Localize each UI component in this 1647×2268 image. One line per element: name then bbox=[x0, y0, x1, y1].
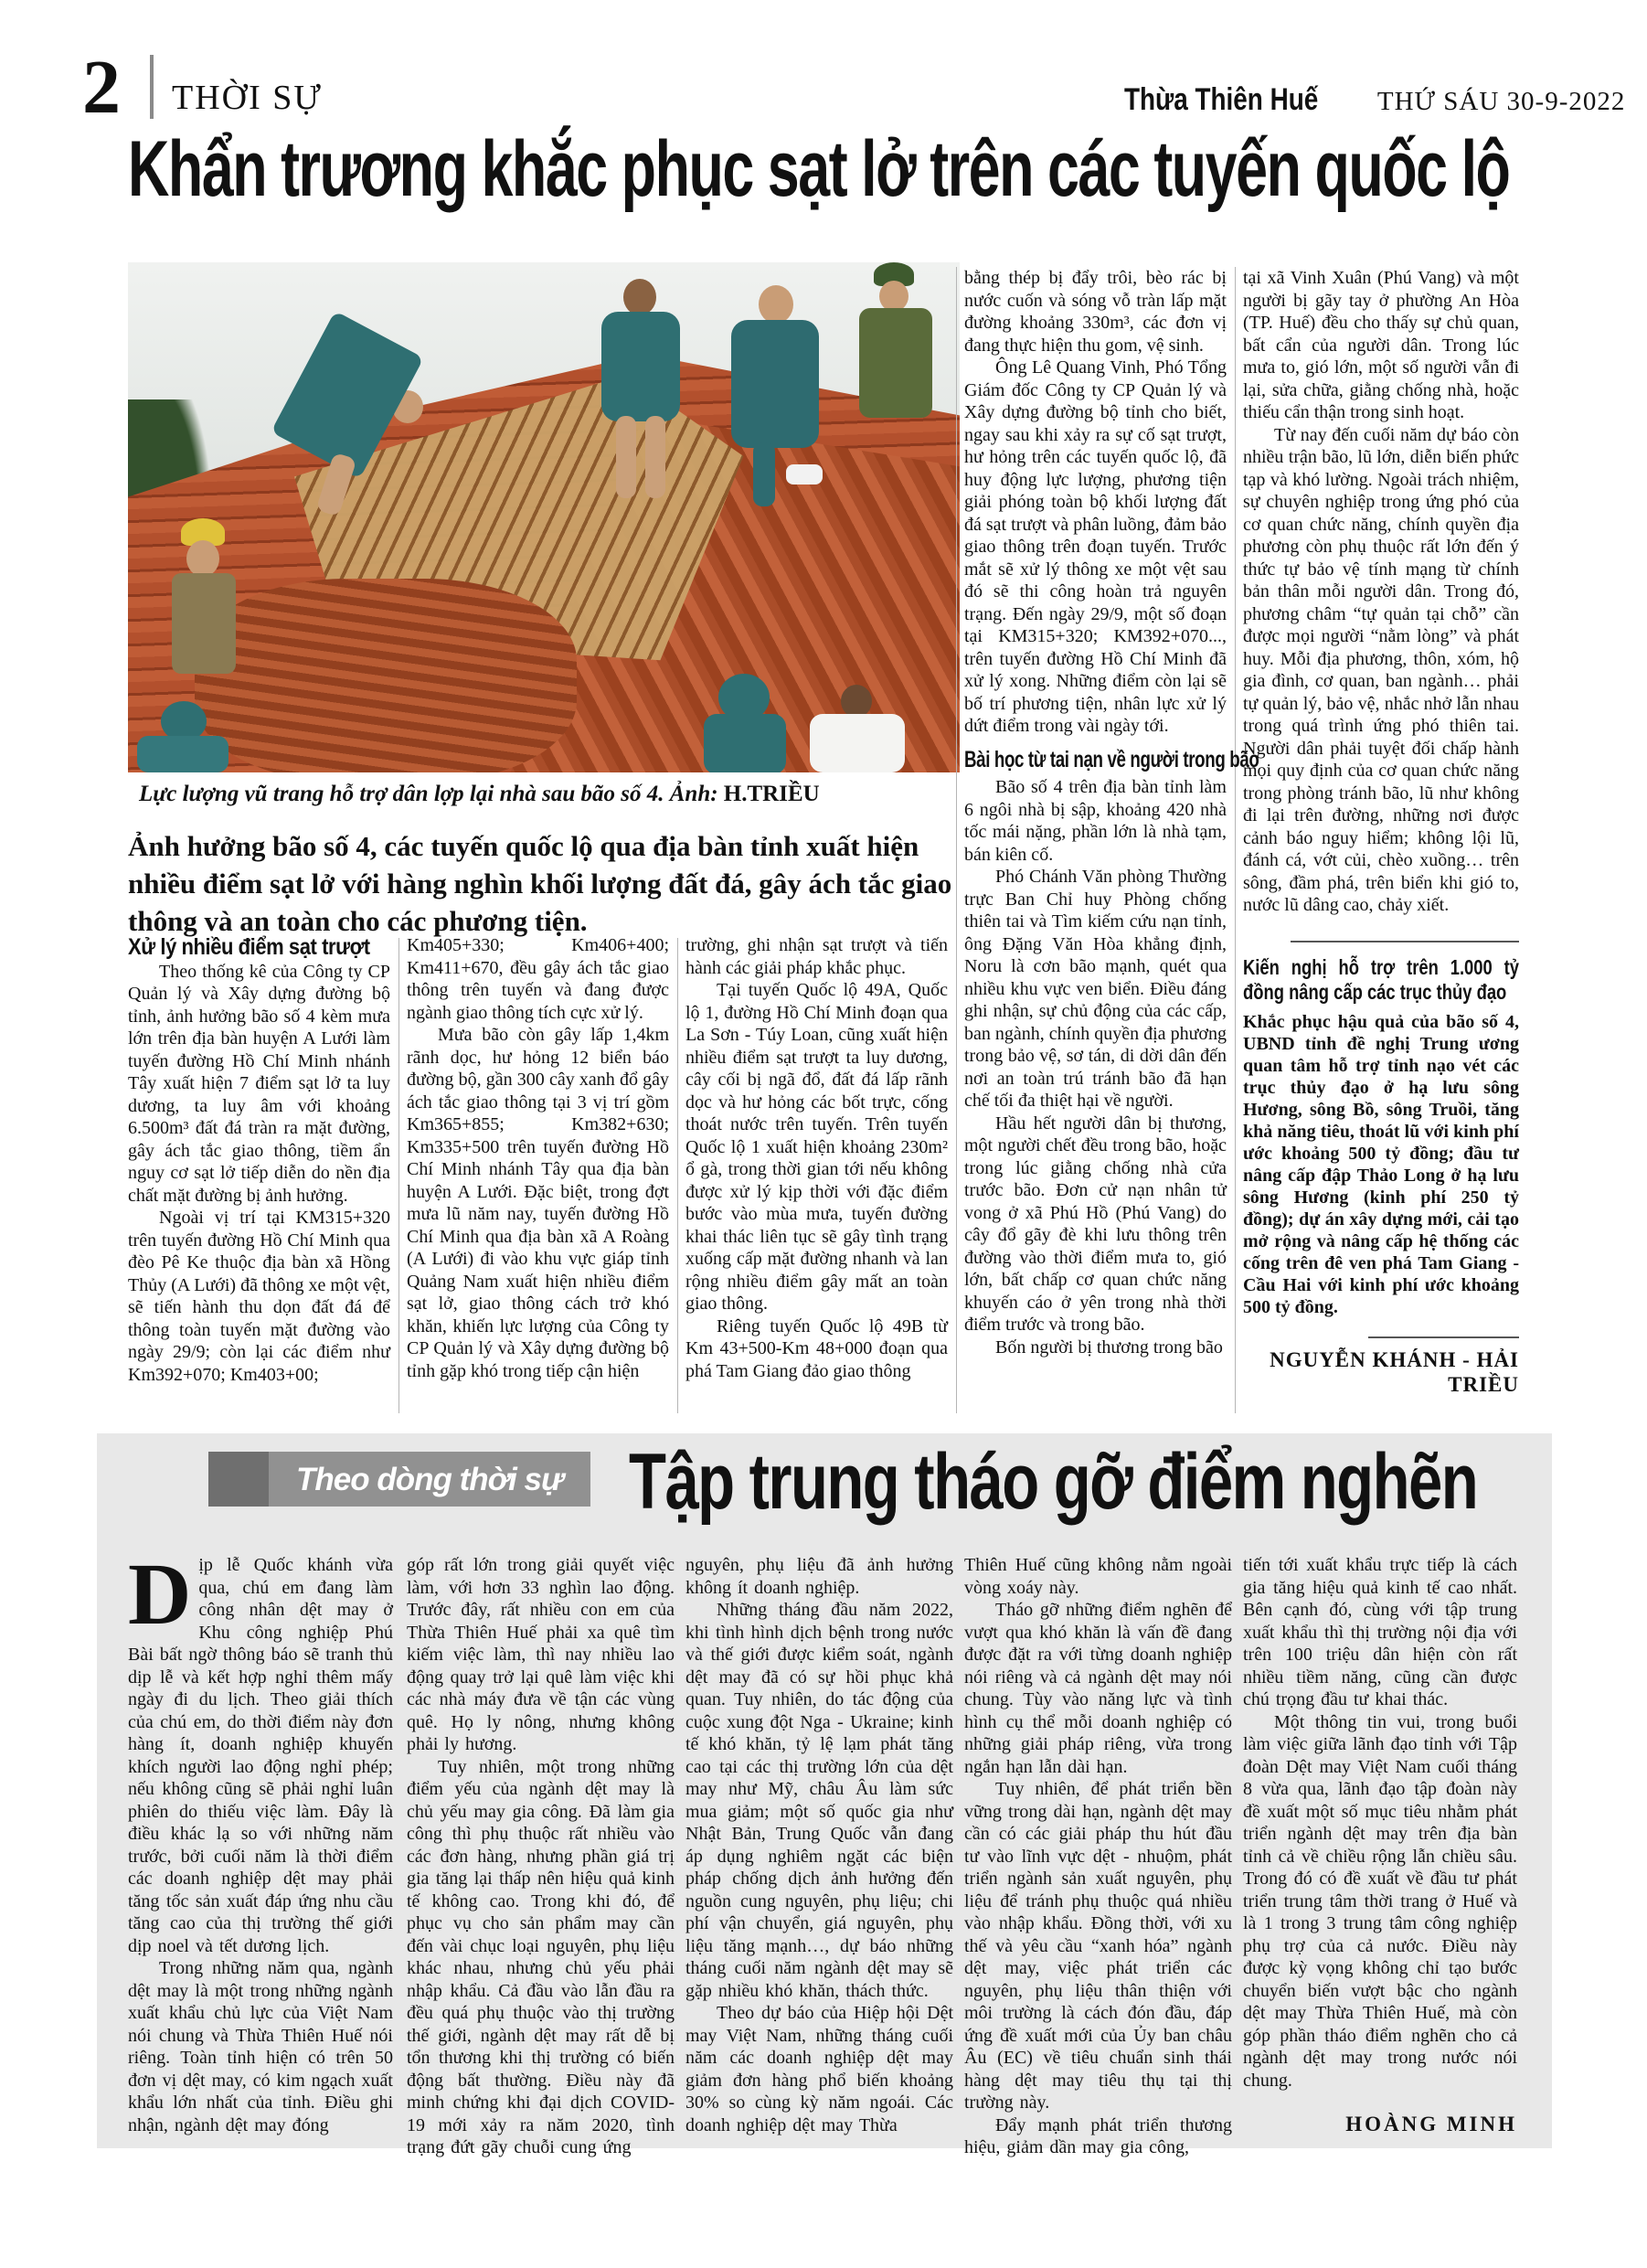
photo-figure-white-shirt bbox=[804, 699, 914, 772]
photo-caption: Lực lượng vũ trang hỗ trợ dân lợp lại nhà sau bão số 4. Ảnh: H.TRIỀU bbox=[139, 782, 820, 806]
article1-column-4 bbox=[964, 267, 1259, 1358]
article2-byline: HOÀNG MINH bbox=[1345, 2113, 1517, 2135]
column-rule bbox=[956, 267, 957, 1413]
page-number: 2 bbox=[82, 45, 121, 130]
article2-column-5 bbox=[1243, 1554, 1517, 2137]
photo-tile-pile bbox=[195, 579, 578, 772]
photo-figure-sitting-1 bbox=[585, 279, 704, 507]
article2-column-2 bbox=[407, 1554, 675, 2159]
kicker-accent-block bbox=[208, 1452, 269, 1507]
photo-figure-bottom-left bbox=[133, 701, 234, 772]
box-text: Khắc phục hậu quả của bão số 4, UBND tỉnh đề nghị Trung ương quan tâm hỗ trợ tỉnh nạo vét các trục thủy đạo ở hạ lưu sông Hương, sông Bồ, sông Truồi, tăng khả năng tiêu, thoát lũ với kinh phí ước khoảng 500 tỷ đồng; đầu tư nâng cấp đập Thảo Long ở hạ lưu sông Hương (kinh phí 250 tỷ đồng); dự án xây dựng mới, cải tạo mở rộng và nâng cấp hệ thống các cống trên đê ven phá Tam Giang - Cầu Hai với kinh phí ước khoảng 500 tỷ đồng. bbox=[1243, 1011, 1519, 1317]
article1-column-3 bbox=[685, 934, 948, 1382]
article2-column-4 bbox=[964, 1554, 1232, 2159]
article1-lede: Ảnh hưởng bão số 4, các tuyến quốc lộ qua địa bàn tỉnh xuất hiện nhiều điểm sạt lở với hàng nghìn khối lượng đất đá, gây ách tắc giao thông và an toàn cho các phương tiện. bbox=[128, 830, 952, 937]
subhead-sat-truot: Xử lý nhiều điểm sạt trượt bbox=[128, 934, 370, 960]
article1-column-2 bbox=[407, 934, 669, 1382]
article2-col1-text: ịp lễ Quốc khánh vừa qua, chú em đang làm công nhân dệt may ở Khu công nghiệp Phú Bài bất ngờ thông báo sẽ tranh thủ dịp lễ và kết hợp nghỉ thêm mấy ngày đi du lịch. Theo giải thích của chú em, do thời điểm này đơn hàng ít, doanh nghiệp khuyến khích người lao động nghỉ phép; nếu không cũng sẽ phải nghỉ luân phiên do thiếu việc làm. Đây là điều khác lạ so với những năm trước, bởi cuối năm là thời điểm các doanh nghiệp dệt may phải tăng tốc sản xuất đáp ứng nhu cầu tăng cao của thị trường thế giới dịp noel và tết dương lịch. Trong những năm qua, ngành dệt may là một trong những ngành xuất khẩu chủ lực của Việt Nam nói chung và Thừa Thiên Huế nói riêng. Toàn tỉnh hiện có trên 50 đơn vị dệt may, có kim ngạch xuất khẩu lớn nhất của tỉnh. Điều ghi nhận, ngành dệt may đóng bbox=[128, 1555, 393, 2135]
article1-col4-text-b: Bão số 4 trên địa bàn tỉnh làm 6 ngôi nhà bị sập, khoảng 420 nhà tốc mái nặng, phần lớn là nhà tạm, bán kiên cố. Phó Chánh Văn phòng Thường trực Ban Chỉ huy Phòng chống thiên tai và Tìm kiếm cứu nạn tỉnh, ông Đặng Văn Hòa khẳng định, Noru là cơn bão mạnh, quét qua nhiều khu vực ven biển. Điều đáng ghi nhận, sự chủ động của các cấp, ban ngành, chính quyền địa phương trong bảo vệ, sơ tán, di dời dân đến nơi an toàn trú tránh bão đã hạn chế tối đa thiệt hại về người. Hầu hết người dân bị thương, một người chết đều trong bão, hoặc trong lúc giằng chống nhà cửa trước bão. Đơn cử nạn nhân tử vong ở xã Phú Hồ (Phú Vang) do cây đổ gãy đè khi lưu thông trên đường vào thời điểm mưa to, gió lớn, bất chấp cơ quan chức năng khuyến cáo ở yên trong nhà thời điểm trước và trong bão. Bốn người bị thương trong bão bbox=[964, 777, 1227, 1358]
article1-col2-text: Km405+330; Km406+400; Km411+670, đều gây ách tắc giao thông trên tuyến và đang được ngành giao thông tích cực xử lý. Mưa bão còn gây lấp 1,4km rãnh dọc, hư hỏng 12 biển báo đường bộ, gần 300 cây xanh đổ gây ách tắc giao thông tại 3 vị trí gồm Km365+855; Km382+630; Km335+500 trên tuyến đường Hồ Chí Minh nhánh Tây qua địa bàn huyện A Lưới. Đặc biệt, trong đợt mưa lũ năm nay, tuyến đường Hồ Chí Minh qua địa bàn xã A Roàng (A Lưới) đi vào khu vực giáp tỉnh Quảng Nam xuất hiện nhiều điểm sạt lở, giao thông cách trở khó khăn, khiến lực lượng của Công ty CP Quản lý và Xây dựng đường bộ tỉnh gặp khó trong tiếp cận hiện bbox=[407, 935, 669, 1381]
box-title: Kiến nghị hỗ trợ trên 1.000 tỷ đồng nâng cấp các trục thủy đạo bbox=[1243, 954, 1519, 1005]
photo-figure-hooded bbox=[695, 674, 795, 772]
article2-headline: Tập trung tháo gỡ điểm nghẽn bbox=[629, 1438, 1478, 1526]
header-right bbox=[1124, 82, 1626, 117]
article1-byline: NGUYỄN KHÁNH - HẢI TRIỀU bbox=[1270, 1347, 1519, 1397]
roof-repair-photo bbox=[128, 262, 960, 772]
photo-figure-yellow-helmet bbox=[165, 518, 247, 674]
dropcap: D bbox=[128, 1545, 192, 1643]
column-rule bbox=[398, 938, 399, 1413]
photo-figure-climbing bbox=[297, 326, 434, 518]
article2-column-1 bbox=[128, 1545, 393, 2136]
article2-col5-text: tiến tới xuất khẩu trực tiếp là cách gia tăng hiệu quả kinh tế cao nhất. Bên cạnh đó, cùng với tập trung xuất khẩu thì thị trường nội địa với trên 100 triệu dân hiện còn rất nhiều tiềm năng, cũng cần được chú trọng đầu tư khai thác. Một thông tin vui, trong buổi làm việc giữa lãnh đạo tỉnh với Tập đoàn Dệt may Việt Nam cuối tháng 8 vừa qua, lãnh đạo tập đoàn này đề xuất một số mục tiêu nhằm phát triển ngành dệt may trên địa bàn tỉnh cả về chiều rộng lẫn chiều sâu. Trong đó có đề xuất về đầu tư phát triển trung tâm thời trang ở Huế và là 1 trong 3 trung tâm công nghiệp phụ trợ của cả nước. Điều này được kỳ vọng không chỉ tạo bước chuyển biến vượt bậc cho ngành dệt may Thừa Thiên Huế, mà còn góp phần tháo điểm nghẽn cho cả ngành dệt may trong nước nói chung. bbox=[1243, 1555, 1517, 2091]
article2-col2-text: góp rất lớn trong giải quyết việc làm, với hơn 33 nghìn lao động. Trước đây, rất nhiều con em của Thừa Thiên Huế phải xa quê tìm kiếm việc làm, thì nay nhiều lao động quay trở lại quê làm việc khi các nhà máy đưa về tận các vùng quê. Họ ly nông, nhưng không phải ly hương. Tuy nhiên, một trong những điểm yếu của ngành dệt may là chủ yếu may gia công. Đã làm gia công thì phụ thuộc rất nhiều vào các đơn hàng, nhưng phần giá trị gia tăng lại thấp nên hiệu quả kinh tế không cao. Trong khi đó, để phục vụ cho sản phẩm may cần đến vài chục loại nguyên, phụ liệu khác nhau, nhưng chủ yếu phải nhập khẩu. Cả đầu vào lẫn đầu ra đều quá phụ thuộc vào thị trường thế giới, ngành dệt may rất dễ bị tổn thương khi thị trường có biến động bất thường. Điều này đã minh chứng khi đại dịch COVID-19 mới xảy ra năm 2020, tình trạng đứt gãy chuỗi cung ứng bbox=[407, 1555, 675, 2157]
photo-figure-sitting-2 bbox=[713, 285, 841, 514]
photo-figure-green-uniform bbox=[850, 262, 951, 418]
subhead-bai-hoc: Bài học từ tai nạn về người trong bão bbox=[964, 746, 1259, 772]
article1-col1-text: Theo thống kê của Công ty CP Quản lý và Xây dựng đường bộ tỉnh, ảnh hưởng bão số 4 kèm mưa lớn trên địa bàn huyện A Lưới làm tuyến đường Hồ Chí Minh nhánh Tây xuất hiện 7 điểm sạt lở ta luy dương, ta luy âm với khoảng 6.500m³ đất đá tràn ra mặt đường, gây ách tắc giao thông, tiềm ẩn nguy cơ sạt lở tiếp diễn do nền địa chất mặt đường bị ảnh hưởng. Ngoài vị trí tại KM315+320 trên tuyến đường Hồ Chí Minh qua đèo Pê Ke thuộc địa bàn xã Hồng Thủy (A Lưới) đã thông xe một vệt, sẽ tiến hành thu dọn đất đá để thông toàn tuyến mặt đường vào ngày 29/9; còn lại các điểm như Km392+070; Km403+00; bbox=[128, 961, 390, 1385]
article2-kicker bbox=[208, 1452, 590, 1507]
article1-column-1 bbox=[128, 934, 390, 1386]
article1-headline: Khẩn trương khắc phục sạt lở trên các tuyến quốc lộ bbox=[128, 125, 1510, 213]
masthead: Thừa Thiên Huế bbox=[1124, 82, 1319, 117]
column-rule bbox=[677, 938, 678, 1413]
article1-col4-text-a: bằng thép bị đẩy trôi, bèo rác bị nước cuốn và sóng vỗ tràn lấp mặt đường khoảng 330m³, các đơn vị đang thực hiện thu gom, vệ sinh. Ông Lê Quang Vinh, Phó Tổng Giám đốc Công ty CP Quản lý và Xây dựng đường bộ tỉnh cho biết, ngay sau khi xảy ra sự cố sạt trượt, hư hỏng trên các tuyến quốc lộ, đã huy động lực lượng, phương tiện giải phóng toàn bộ khối lượng đất đá sạt trượt và phân luồng, đảm bảo giao thông trên đoạn tuyến. Trước mắt sẽ xử lý thông xe một vệt sau đó sẽ thi công hoàn trả nguyên trạng. Đến ngày 29/9, một số đoạn tại KM315+320; KM392+070..., trên tuyến đường Hồ Chí Minh đã xử lý xong. Những điểm còn lại sẽ bố trí phương tiện, nhân lực xử lý dứt điểm trong vài ngày tới. bbox=[964, 268, 1227, 736]
section-title: THỜI SỰ bbox=[172, 79, 323, 117]
article2-col3-text: nguyên, phụ liệu đã ảnh hưởng không ít doanh nghiệp. Những tháng đầu năm 2022, khi tình hình dịch bệnh trong nước và thế giới được kiểm soát, ngành dệt may đã có sự hồi phục khả quan. Tuy nhiên, do tác động của cuộc xung đột Nga - Ukraine; kinh tế khó khăn, tỷ lệ lạm phát tăng cao tại các thị trường lớn của dệt may như Mỹ, châu Âu làm sức mua giảm; một số quốc gia như Nhật Bản, Trung Quốc vẫn đang áp dụng nghiêm ngặt các biện pháp chống dịch ảnh hưởng đến nguồn cung nguyên, phụ liệu; chi phí vận chuyển, giá nguyên, phụ liệu tăng mạnh…, dự báo những tháng cuối năm ngành dệt may sẽ gặp nhiều khó khăn, thách thức. Theo dự báo của Hiệp hội Dệt may Việt Nam, những tháng cuối năm các doanh nghiệp dệt may giảm đơn hàng phổ biến khoảng 30% so cùng kỳ năm ngoái. Các doanh nghiệp dệt may Thừa bbox=[685, 1555, 953, 2135]
box-top-rule bbox=[1291, 941, 1519, 942]
article1-column-5 bbox=[1243, 267, 1519, 1398]
column-rule bbox=[1235, 267, 1236, 1413]
article1-col3-text: trường, ghi nhận sạt trượt và tiến hành các giải pháp khắc phục. Tại tuyến Quốc lộ 49A, Quốc lộ 1, đường Hồ Chí Minh đoạn qua La Sơn - Túy Loan, cũng xuất hiện nhiều điểm sạt trượt ta luy dương, cây cối bị ngã đổ, đất đá lấp rãnh dọc và hư hỏng các bốt trực, cống thoát nước trên tuyến. Trên tuyến Quốc lộ 1 xuất hiện khoảng 230m² ổ gà, trong thời gian tới nếu không được xử lý kịp thời với đặc điểm bước vào mùa mưa, tuyến đường khai thác liên tục sẽ gây tình trạng xuống cấp mặt đường nhanh và lan rộng nhiều điểm gây mất an toàn giao thông. Riêng tuyến Quốc lộ 49B từ Km 43+500-Km 48+000 đoạn qua phá Tam Giang đảo giao thông bbox=[685, 935, 948, 1381]
article1-col5-text: tại xã Vinh Xuân (Phú Vang) và một người bị gãy tay ở phường An Hòa (TP. Huế) đều cho thấy sự chủ quan, bất cẩn của người dân. Trong lúc mưa to, gió lớn, một số người vẫn đi lại, sửa chữa, giằng chống nhà, hoặc thiếu cẩn thận trong sinh hoạt. Từ nay đến cuối năm dự báo còn nhiều trận bão, lũ lớn, diễn biến phức tạp và khó lường. Ngoài trách nhiệm, sự chuyên nghiệp trong ứng phó của cơ quan chức năng, chính quyền địa phương còn phụ thuộc rất lớn đến ý thức tự bảo vệ tính mạng từ chính bản thân mỗi người dân. Trong đó, phương châm “tự quản tại chỗ” cần được mọi người “nằm lòng” và phát huy. Mỗi địa phương, thôn, xóm, hộ gia đình, cơ quan, ban ngành… phải tự quản lý, bảo vệ, nhắc nhở lẫn nhau trong quá trình ứng phó thiên tai. Người dân phải tuyệt đối chấp hành mọi quy định của cơ quan chức năng trong phòng tránh bão, lũ như không đi lại trên đường, những nơi được cảnh báo nguy hiểm; không lội lũ, đánh cá, vớt củi, chèo xuồng… trên sông, đầm phá, trên biển khi gió to, nước lũ dâng cao, chảy xiết. bbox=[1243, 268, 1519, 915]
kicker-label: Theo dòng thời sự bbox=[269, 1452, 590, 1507]
article2-col4-text: Thiên Huế cũng không nằm ngoài vòng xoáy này. Tháo gỡ những điểm nghẽn để vượt qua khó khăn là vấn đề đang được đặt ra với từng doanh nghiệp nói riêng và cả ngành dệt may nói chung. Tùy vào năng lực và tình hình cụ thể mỗi doanh nghiệp có những giải pháp riêng, vừa trong ngắn hạn lẫn dài hạn. Tuy nhiên, để phát triển bền vững trong dài hạn, ngành dệt may cần có các giải pháp thu hút đầu tư vào lĩnh vực dệt - nhuộm, phát triển ngành sản xuất nguyên, phụ liệu để tránh phụ thuộc quá nhiều vào nhập khẩu. Đồng thời, với xu thế và yêu cầu “xanh hóa” ngành dệt may, việc phát triển các nguyên, phụ liệu thân thiện với môi trường là cách đón đầu, đáp ứng đề xuất mới của Ủy ban châu Âu (EC) về tiêu chuẩn sinh thái hàng dệt may tiêu thụ tại thị trường này. Đẩy mạnh phát triển thương hiệu, giảm dần may gia công, bbox=[964, 1555, 1232, 2157]
photo-credit: H.TRIỀU bbox=[723, 782, 820, 806]
issue-date: THỨ SÁU 30-9-2022 bbox=[1376, 87, 1626, 116]
header-divider bbox=[150, 55, 154, 119]
article2-column-3 bbox=[685, 1554, 953, 2136]
byline-rule bbox=[1368, 1336, 1519, 1338]
